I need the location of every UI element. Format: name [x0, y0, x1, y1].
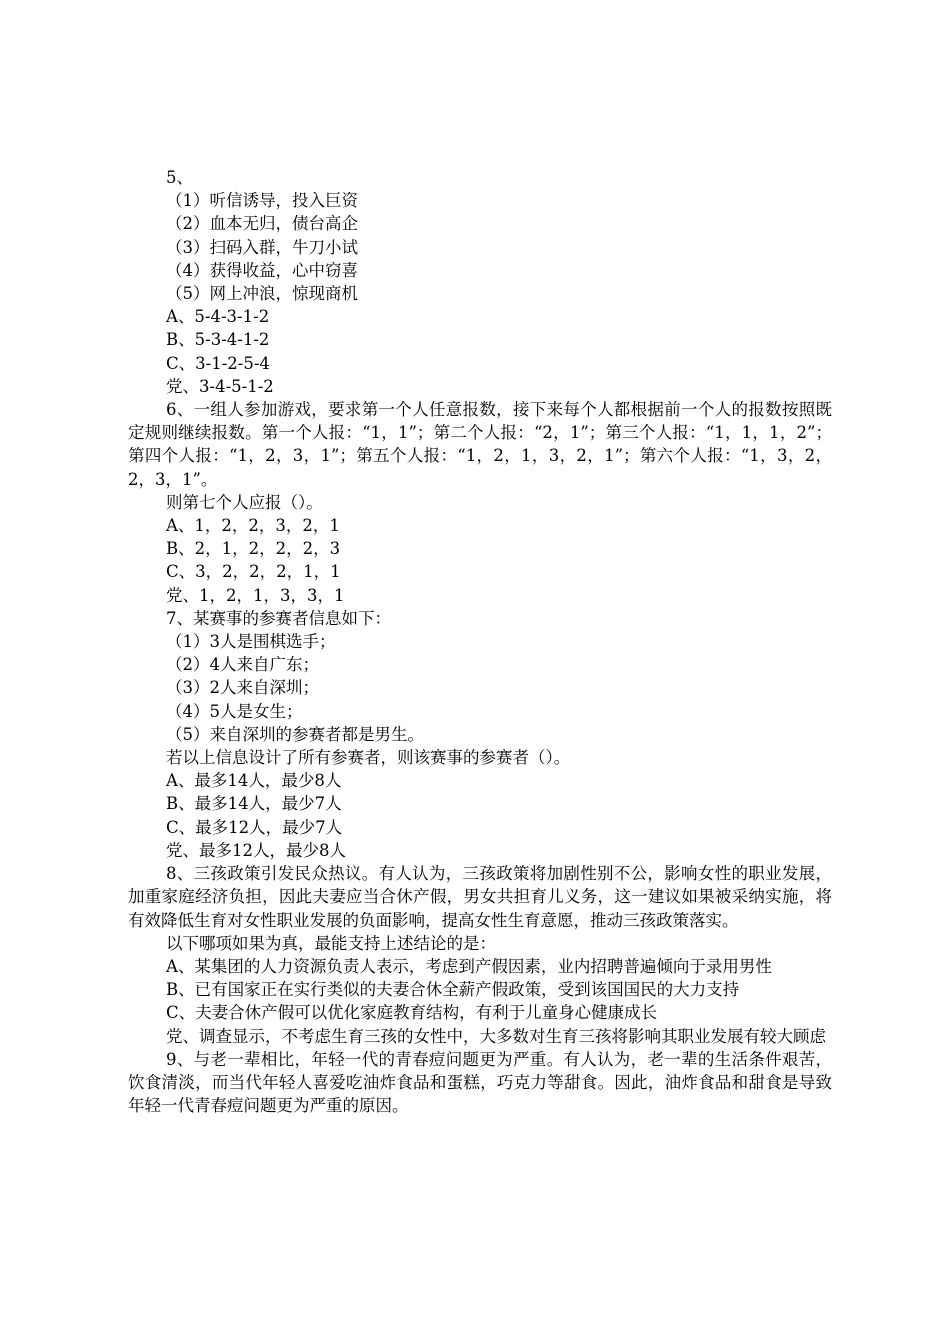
q6-option-c: C、3，2，2，2，1，1 [166, 562, 341, 582]
q6-option-a: A、1，2，2，3，2，1 [166, 516, 340, 536]
q5-number: 5、 [166, 168, 193, 187]
q7-option-c: C、最多12人，最少7人 [166, 817, 343, 837]
q5-item-4: （4）获得收益，心中窃喜 [166, 260, 358, 280]
q7-item-2: （2）4人来自广东； [166, 655, 319, 675]
q9-stem: 9、与老一辈相比，年轻一代的青春痘问题更为严重。有人认为，老一辈的生活条件艰苦，饮食清淡，而当代年轻人喜爱吃油炸食品和蛋糕，巧克力等甜食。因此，油炸食品和甜食是导致年轻一代青春痘问题更为严重的原因。 [128, 1049, 832, 1116]
q5-item-3: （3）扫码入群，牛刀小试 [166, 237, 358, 257]
document-body [128, 166, 832, 1117]
q7-option-b: B、最多14人，最少7人 [166, 794, 342, 814]
q6-stem: 6、一组人参加游戏，要求第一个人任意报数，接下来每个人都根据前一个人的报数按照既定规则继续报数。第一个人报：“1，1”；第二个人报：“2，1”；第三个人报：“1，1，1，2”；第四个人报：“1，2，3，1”；第五个人报：“1，2，1，3，2，1”；第六个人报：“1，3，2，2，3，1”。 [128, 400, 832, 489]
q8-question: 以下哪项如果为真，最能支持上述结论的是： [166, 933, 496, 953]
q5-option-d: 党、3-4-5-1-2 [166, 376, 274, 396]
q7-option-d: 党、最多12人，最少8人 [166, 840, 346, 860]
q5-option-c: C、3-1-2-5-4 [166, 353, 270, 373]
q8-option-a: A、某集团的人力资源负责人表示，考虑到产假因素，业内招聘普遍倾向于录用男性 [166, 956, 772, 976]
q5-item-5: （5）网上冲浪，惊现商机 [166, 284, 358, 304]
q5-option-b: B、5-3-4-1-2 [166, 330, 270, 350]
q7-option-a: A、最多14人，最少8人 [166, 771, 342, 791]
q6-option-b: B、2，1，2，2，2，3 [166, 539, 341, 559]
q7-item-5: （5）来自深圳的参赛者都是男生。 [166, 724, 424, 744]
q7-item-3: （3）2人来自深圳； [166, 678, 319, 698]
q6-question: 则第七个人应报（）。 [166, 492, 323, 512]
q7-item-1: （1）3人是围棋选手； [166, 632, 336, 652]
q5-option-a: A、5-4-3-1-2 [166, 307, 270, 327]
q8-option-d: 党、调查显示，不考虑生育三孩的女性中，大多数对生育三孩将影响其职业发展有较大顾虑 [166, 1026, 826, 1046]
q5-item-2: （2）血本无归，债台高企 [166, 214, 358, 234]
q8-option-c: C、夫妻合休产假可以优化家庭教育结构，有利于儿童身心健康成长 [166, 1003, 658, 1023]
q7-item-4: （4）5人是女生； [166, 701, 303, 721]
q6-option-d: 党、1，2，1，3，3，1 [166, 585, 345, 605]
q7-stem: 7、某赛事的参赛者信息如下： [166, 608, 391, 628]
q8-option-b: B、已有国家正在实行类似的夫妻合休全薪产假政策，受到该国国民的大力支持 [166, 980, 740, 1000]
q7-question: 若以上信息设计了所有参赛者，则该赛事的参赛者（）。 [166, 748, 571, 768]
q8-stem: 8、三孩政策引发民众热议。有人认为，三孩政策将加剧性别不公，影响女性的职业发展，加重家庭经济负担，因此夫妻应当合休产假，男女共担育儿义务，这一建议如果被采纳实施，将有效降低生育对女性职业发展的负面影响，提高女性生育意愿，推动三孩政策落实。 [128, 864, 832, 930]
q5-item-1: （1）听信诱导，投入巨资 [166, 191, 358, 211]
